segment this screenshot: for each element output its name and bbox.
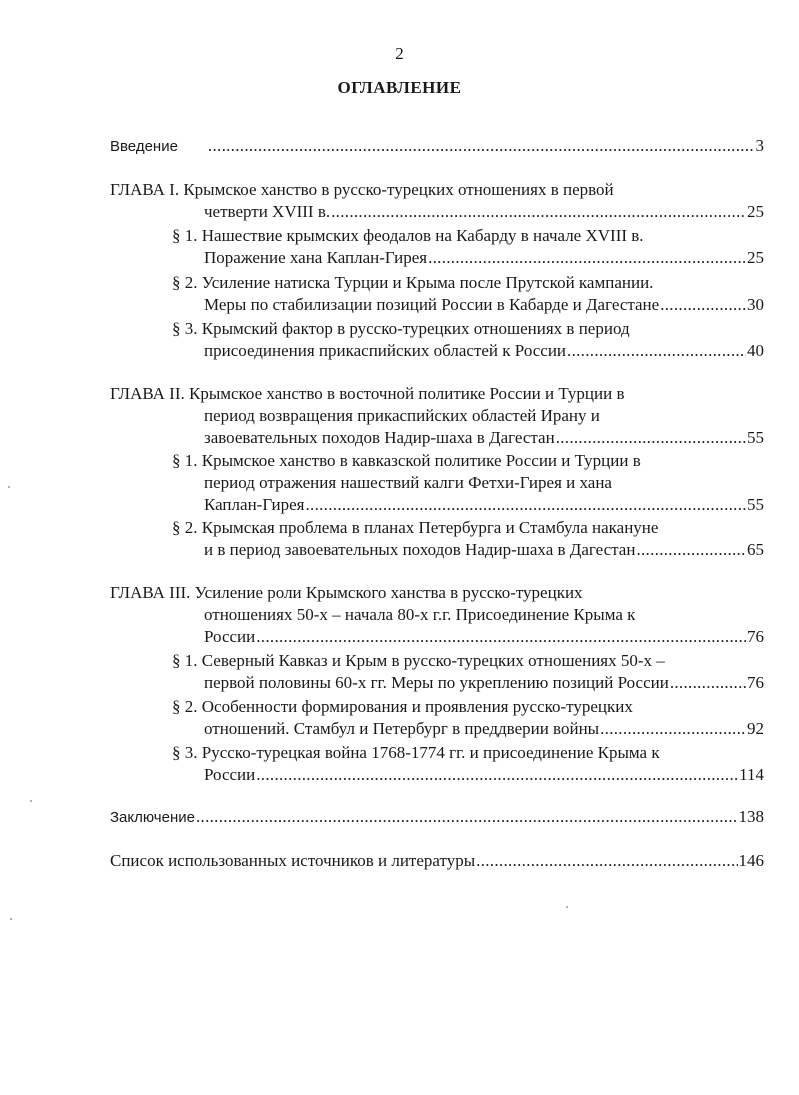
dot-leader <box>428 247 746 269</box>
dot-leader <box>660 294 746 316</box>
section-3-2-title[interactable]: § 2. Особенности формирования и проявления русско-турецких <box>172 697 633 716</box>
section-1-1-entry[interactable] <box>204 247 764 269</box>
dot-leader <box>567 340 746 362</box>
toc-entry-page: 76 <box>747 627 764 646</box>
dot-leader <box>636 539 746 561</box>
dot-leader <box>256 764 738 786</box>
toc-entry-page: 65 <box>747 540 764 559</box>
toc-entry-label: России <box>204 627 256 646</box>
toc-entry-label: Поражение хана Каплан-Гирея <box>204 248 428 267</box>
toc-entry-page: 25 <box>747 202 764 221</box>
dot-leader <box>476 850 737 872</box>
section-1-3-entry[interactable] <box>204 340 764 362</box>
toc-entry-label: четверти XVIII в. <box>204 202 331 221</box>
toc-entry-page: 3 <box>755 136 764 155</box>
toc-entry-page: 25 <box>747 248 764 267</box>
toc-entry-label: завоевательных походов Надир-шаха в Дагестан <box>204 428 555 447</box>
toc-entry-label: отношений. Стамбул и Петербург в преддверии войны <box>204 719 600 738</box>
section-3-1-title[interactable]: § 1. Северный Кавказ и Крым в русско-турецких отношениях 50-х – <box>172 651 665 670</box>
chapter-1-title[interactable]: ГЛАВА I. Крымское ханство в русско-турецких отношениях в первой <box>110 180 614 199</box>
scan-speck <box>30 800 32 802</box>
toc-entry-page: 146 <box>738 851 764 870</box>
toc-entry-label: Список использованных источников и литературы <box>110 851 476 870</box>
section-1-1-title[interactable]: § 1. Нашествие крымских феодалов на Кабарду в начале XVIII в. <box>172 226 644 245</box>
toc-entry-page: 40 <box>747 341 764 360</box>
section-2-1-title[interactable]: § 1. Крымское ханство в кавказской политике России и Турции в <box>172 451 641 470</box>
toc-entry-label: Меры по стабилизации позиций России в Кабарде и Дагестане <box>204 295 660 314</box>
toc-entry-label: Заключение <box>110 809 195 826</box>
dot-leader <box>600 718 746 740</box>
dot-leader <box>256 626 746 648</box>
section-3-1-entry[interactable] <box>204 672 764 694</box>
scan-speck <box>8 486 10 488</box>
scan-speck <box>566 906 568 908</box>
dot-leader <box>208 135 755 157</box>
chapter-2-entry[interactable] <box>204 427 764 449</box>
toc-entry-page: 92 <box>747 719 764 738</box>
page-number: 2 <box>395 44 404 63</box>
dot-leader <box>196 806 738 828</box>
toc-entry-label: присоединения прикаспийских областей к России <box>204 341 567 360</box>
chapter-2-title[interactable]: ГЛАВА II. Крымское ханство в восточной политике России и Турции в <box>110 384 625 403</box>
section-3-3-title[interactable]: § 3. Русско-турецкая война 1768-1774 гг. и присоединение Крыма к <box>172 743 660 762</box>
chapter-3-entry[interactable] <box>204 626 764 648</box>
section-1-2-entry[interactable] <box>204 294 764 316</box>
dot-leader <box>670 672 746 694</box>
chapter-1-entry[interactable] <box>204 201 764 223</box>
toc-entry-label: первой половины 60-х гг. Меры по укреплению позиций России <box>204 673 669 692</box>
page-title: ОГЛАВЛЕНИЕ <box>337 78 462 97</box>
toc-entry-label: России <box>204 765 256 784</box>
section-2-1-title-cont: период отражения нашествий калги Фетхи-Гирея и хана <box>204 473 612 492</box>
toc-entry-bibliography[interactable] <box>110 850 764 872</box>
section-2-2-entry[interactable] <box>204 539 764 561</box>
toc-entry-intro[interactable] <box>110 135 764 158</box>
toc-entry-page: 55 <box>747 428 764 447</box>
toc-entry-page: 114 <box>739 765 764 784</box>
dot-leader <box>305 494 746 516</box>
chapter-3-title[interactable]: ГЛАВА III. Усиление роли Крымского ханства в русско-турецких <box>110 583 583 602</box>
toc-entry-label: Введение <box>110 138 178 155</box>
toc-entry-label: и в период завоевательных походов Надир-шаха в Дагестан <box>204 540 636 559</box>
section-3-3-entry[interactable] <box>204 764 764 786</box>
toc-entry-page: 76 <box>747 673 764 692</box>
section-2-1-entry[interactable] <box>204 494 764 516</box>
dot-leader <box>331 201 746 223</box>
toc-entry-label: Каплан-Гирея <box>204 495 305 514</box>
section-1-2-title[interactable]: § 2. Усиление натиска Турции и Крыма после Прутской кампании. <box>172 273 654 292</box>
toc-entry-page: 138 <box>738 807 764 826</box>
chapter-3-title-cont: отношениях 50-х – начала 80-х г.г. Присоединение Крыма к <box>204 605 636 624</box>
toc-entry-page: 30 <box>747 295 764 314</box>
scan-speck <box>10 918 12 920</box>
section-2-2-title[interactable]: § 2. Крымская проблема в планах Петербурга и Стамбула накануне <box>172 518 659 537</box>
chapter-2-title-cont: период возвращения прикаспийских областей Ирану и <box>204 406 600 425</box>
dot-leader <box>556 427 746 449</box>
section-1-3-title[interactable]: § 3. Крымский фактор в русско-турецких отношениях в период <box>172 319 630 338</box>
section-3-2-entry[interactable] <box>204 718 764 740</box>
toc-entry-page: 55 <box>747 495 764 514</box>
toc-entry-conclusion[interactable] <box>110 806 764 829</box>
